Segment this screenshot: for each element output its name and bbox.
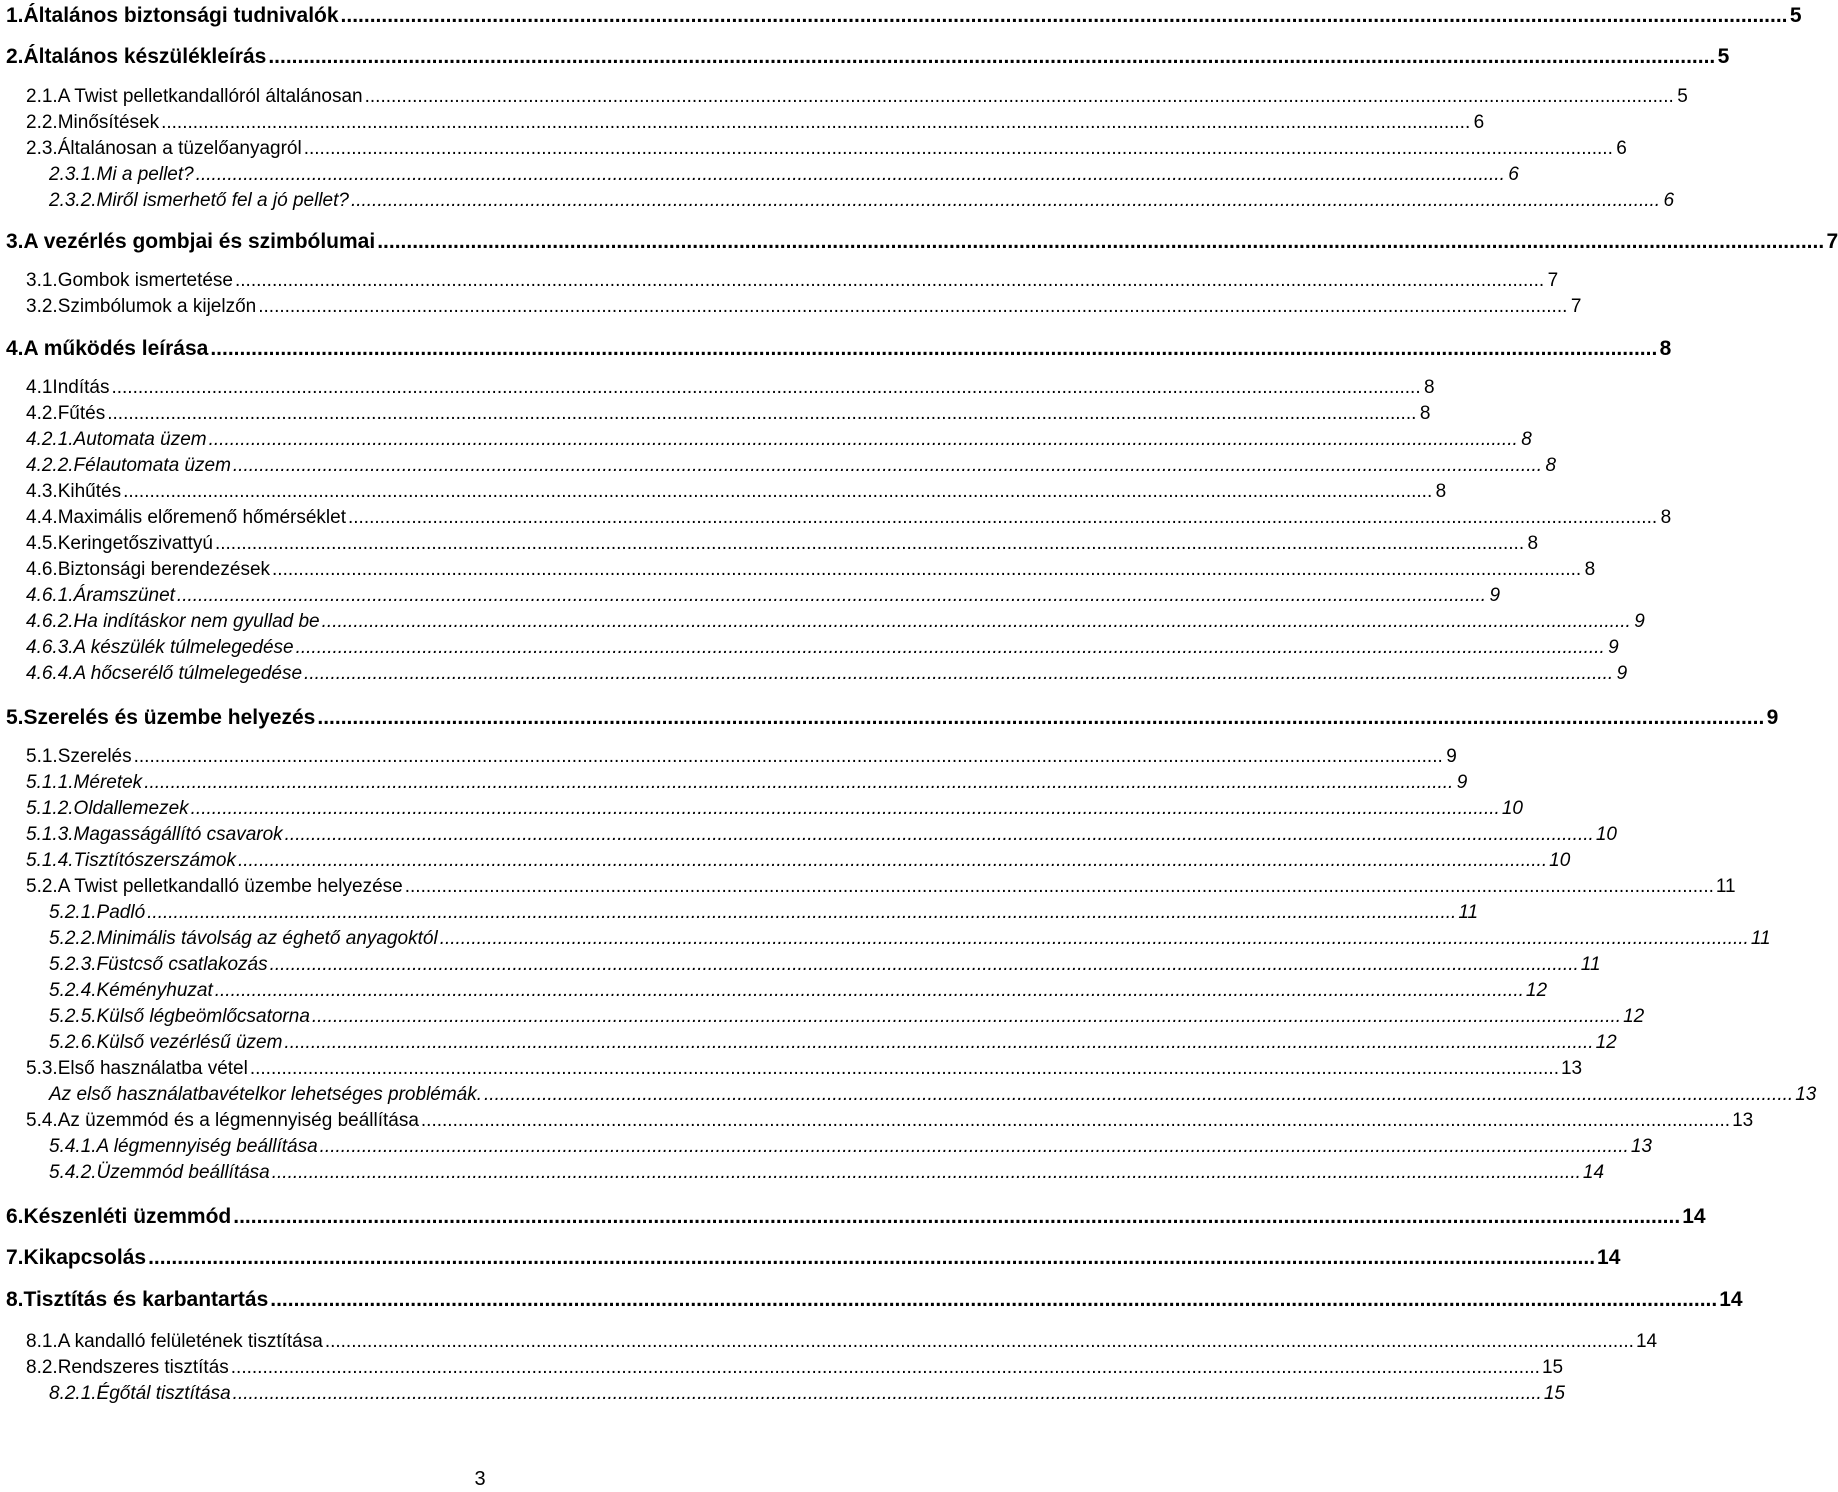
toc-entry-page: 14 (1597, 1246, 1621, 1269)
toc-entry-title: Ha indításkor nem gyullad be (73, 611, 320, 632)
toc-entry[interactable] (26, 112, 1485, 134)
toc-entry-page: 9 (1766, 706, 1779, 729)
dot-leader (268, 45, 1715, 69)
toc-entry[interactable] (26, 850, 1571, 872)
toc-entry-number: 8.1. (26, 1331, 58, 1352)
toc-entry[interactable] (49, 954, 1601, 976)
dot-leader (111, 377, 1420, 399)
toc-entry-title: Külső vezérlésű üzem (96, 1032, 283, 1053)
toc-entry[interactable] (26, 559, 1596, 581)
toc-entry-title: Minimális távolság az éghető anyagoktól (96, 928, 438, 949)
toc-entry-title: Égőtál tisztítása (96, 1383, 231, 1404)
dot-leader (317, 706, 1764, 730)
toc-entry-number: 8.2. (26, 1357, 58, 1378)
toc-entry-number: 8.2.1. (49, 1383, 97, 1404)
toc-entry-title: Kikapcsolás (23, 1246, 147, 1269)
toc-entry-number: 5.4. (26, 1110, 58, 1131)
toc-entry-number: 5.1.3. (26, 824, 74, 845)
toc-entry-title: A Twist pelletkandallóról általánosan (57, 86, 363, 107)
toc-entry-page: 8 (1424, 377, 1435, 398)
dot-leader (177, 585, 1486, 607)
toc-entry[interactable] (26, 296, 1582, 318)
toc-entry-number: 5.2.6. (49, 1032, 97, 1053)
dot-leader (123, 481, 1432, 503)
toc-entry-title: Első használatba vétel (57, 1058, 248, 1079)
dot-leader (231, 1357, 1540, 1379)
toc-entry-number: 4.3. (26, 481, 58, 502)
dot-leader (348, 507, 1657, 529)
toc-entry-title: Áramszünet (73, 585, 175, 606)
toc-entry-page: 10 (1595, 824, 1617, 845)
toc-entry-number: 2.1. (26, 86, 58, 107)
toc-entry[interactable] (49, 164, 1519, 186)
toc-entry-page: 7 (1547, 270, 1559, 291)
toc-entry-number: 5.1. (26, 746, 58, 767)
toc-entry-number: 5.2.2. (49, 928, 97, 949)
toc-entry[interactable] (49, 1084, 1817, 1106)
toc-entry-number: 4.6.2. (26, 611, 74, 632)
dot-leader (405, 876, 1714, 898)
toc-entry[interactable] (26, 455, 1557, 477)
toc-entry-number: 4.2. (26, 403, 58, 424)
toc-entry-title: Miről ismerhető fel a jó pellet? (96, 190, 349, 211)
dot-leader (270, 1288, 1717, 1312)
dot-leader (134, 746, 1443, 768)
dot-leader (272, 559, 1581, 581)
toc-entry-title: Maximális előremenő hőmérséklet (57, 507, 346, 528)
toc-entry-title: A légmennyiség beállítása (96, 1136, 318, 1157)
toc-entry-number: 1. (6, 4, 24, 27)
toc-entry-page: 5 (1677, 86, 1688, 107)
toc-entry-page: 14 (1719, 1288, 1743, 1311)
dot-leader (147, 902, 1456, 924)
toc-entry-title: A hőcserélő túlmelegedése (73, 663, 303, 684)
toc-entry-title: Füstcső csatlakozás (96, 954, 268, 975)
toc-entry-page: 9 (1446, 746, 1457, 767)
toc-entry-title: Magasságállító csavarok (73, 824, 283, 845)
toc-entry-page: 12 (1595, 1032, 1617, 1053)
toc-entry-title: Tisztítószerszámok (73, 850, 236, 871)
toc-entry[interactable] (26, 824, 1617, 846)
toc-entry-page: 6 (1473, 112, 1485, 133)
page-number: 3 (474, 1468, 486, 1490)
dot-leader (285, 824, 1594, 846)
dot-leader (238, 850, 1547, 872)
toc-entry-title: Rendszeres tisztítás (57, 1357, 229, 1378)
dot-leader (258, 296, 1567, 318)
toc-entry-title: Gombok ismertetése (57, 270, 233, 291)
toc-entry-page: 9 (1456, 772, 1468, 793)
dot-leader (235, 270, 1544, 292)
dot-leader (233, 455, 1542, 477)
toc-entry-title: A készülék túlmelegedése (73, 637, 294, 658)
dot-leader (215, 533, 1524, 555)
toc-entry-number: 3. (6, 230, 24, 253)
toc-entry-page: 9 (1634, 611, 1645, 632)
toc-entry[interactable] (49, 1383, 1565, 1405)
toc-entry[interactable] (6, 706, 1779, 730)
toc-entry-page: 8 (1660, 507, 1672, 528)
dot-leader (320, 1136, 1629, 1158)
dot-leader (284, 1032, 1593, 1054)
toc-entry-page: 14 (1582, 1162, 1605, 1183)
toc-entry-page: 5 (1789, 4, 1802, 27)
toc-entry[interactable] (49, 1006, 1645, 1028)
toc-entry[interactable] (26, 86, 1688, 108)
dot-leader (196, 164, 1505, 186)
toc-entry-page: 8 (1527, 533, 1539, 554)
dot-leader (351, 190, 1660, 212)
toc-entry-number: 5.3. (26, 1058, 58, 1079)
dot-leader (250, 1058, 1559, 1080)
toc-entry-page: 6 (1663, 190, 1675, 211)
toc-entry[interactable] (6, 230, 1838, 254)
toc-entry[interactable] (49, 1032, 1617, 1054)
toc-entry-title: Üzemmód beállítása (96, 1162, 270, 1183)
toc-entry-page: 15 (1543, 1383, 1565, 1404)
toc-entry-page: 13 (1560, 1058, 1583, 1079)
toc-entry-number: 5.4.1. (49, 1136, 97, 1157)
toc-entry[interactable] (49, 902, 1479, 924)
toc-entry[interactable] (26, 663, 1628, 685)
toc-entry-number: 5.1.4. (26, 850, 74, 871)
toc-entry-title: Oldallemezek (73, 798, 189, 819)
toc-entry-page: 12 (1623, 1006, 1645, 1027)
toc-entry-title: Automata üzem (73, 429, 207, 450)
toc-entry[interactable] (6, 1288, 1743, 1312)
dot-leader (144, 772, 1453, 794)
toc-entry[interactable] (6, 337, 1672, 361)
dot-leader (233, 1383, 1542, 1405)
toc-entry[interactable] (26, 1331, 1658, 1353)
toc-entry-number: 5.2.4. (49, 980, 97, 1001)
toc-entry-title: Mi a pellet? (96, 164, 194, 185)
toc-entry[interactable] (26, 798, 1523, 820)
toc-entry-page: 13 (1732, 1110, 1754, 1131)
toc-entry-title: Általánosan a tüzelőanyagról (57, 138, 302, 159)
toc-entry-title: A működés leírása (23, 337, 209, 360)
toc-entry[interactable] (26, 377, 1435, 399)
toc-entry-page: 5 (1717, 45, 1730, 68)
toc-entry-page: 7 (1826, 230, 1838, 253)
toc-entry-number: 8. (6, 1288, 24, 1311)
toc-entry-title: Minősítések (57, 112, 160, 133)
toc-entry-number: 4.1 (26, 377, 53, 398)
toc-entry-page: 6 (1508, 164, 1519, 185)
toc-entry-number: 4.4. (26, 507, 58, 528)
dot-leader (341, 4, 1788, 28)
toc-entry-number: 4.6.3. (26, 637, 74, 658)
toc-entry[interactable] (49, 1162, 1605, 1184)
toc-entry-title: Félautomata üzem (73, 455, 231, 476)
toc-entry[interactable] (26, 1357, 1564, 1379)
toc-entry-page: 10 (1501, 798, 1523, 819)
toc-entry[interactable] (26, 138, 1627, 160)
toc-entry[interactable] (26, 611, 1645, 633)
dot-leader (421, 1110, 1730, 1132)
toc-entry[interactable] (6, 4, 1802, 28)
dot-leader (270, 954, 1579, 976)
toc-entry[interactable] (49, 928, 1771, 950)
toc-entry-number: 4.2.1. (26, 429, 74, 450)
dot-leader (148, 1246, 1595, 1270)
dot-leader (440, 928, 1749, 950)
toc-entry-number: 4.5. (26, 533, 58, 554)
dot-leader (304, 663, 1613, 685)
toc-entry-page: 9 (1616, 663, 1628, 684)
toc-entry[interactable] (6, 1205, 1706, 1229)
dot-leader (484, 1084, 1793, 1106)
toc-entry[interactable] (26, 876, 1736, 898)
toc-entry-number: 4.6.4. (26, 663, 74, 684)
toc-entry[interactable] (26, 746, 1457, 768)
toc-entry-page: 11 (1750, 928, 1771, 949)
toc-entry[interactable] (26, 429, 1532, 451)
toc-entry-number: 2. (6, 45, 24, 68)
toc-entry-page: 8 (1584, 559, 1596, 580)
toc-entry-title: Tisztítás és karbantartás (23, 1288, 269, 1311)
toc-entry-page: 7 (1570, 296, 1582, 317)
dot-leader (215, 980, 1524, 1002)
toc-entry-title: Általános készülékleírás (23, 45, 267, 68)
toc-entry-title: Keringetőszivattyú (57, 533, 213, 554)
toc-entry-title: Biztonsági berendezések (57, 559, 271, 580)
toc-entry-number: 4. (6, 337, 24, 360)
toc-entry[interactable] (26, 637, 1619, 659)
toc-entry[interactable] (26, 585, 1501, 607)
toc-entry-title: A vezérlés gombjai és szimbólumai (23, 230, 376, 253)
toc-entry-page: 11 (1580, 954, 1601, 975)
toc-entry[interactable] (26, 403, 1431, 425)
toc-entry-page: 9 (1489, 585, 1501, 606)
toc-entry-title: Az első használatbavételkor lehetséges problémák. (49, 1084, 483, 1105)
toc-entry-number: 5.2.5. (49, 1006, 97, 1027)
toc-entry-title: Szimbólumok a kijelzőn (57, 296, 257, 317)
toc-entry-page: 14 (1682, 1205, 1706, 1228)
toc-entry[interactable] (26, 772, 1468, 794)
toc-entry-number: 5.1.1. (26, 772, 74, 793)
toc-entry-page: 8 (1419, 403, 1431, 424)
toc-entry-title: Padló (96, 902, 146, 923)
toc-entry-title: Kéményhuzat (96, 980, 213, 1001)
dot-leader (272, 1162, 1581, 1184)
toc-entry[interactable] (26, 270, 1559, 292)
dot-leader (296, 637, 1605, 659)
toc-entry[interactable] (49, 1136, 1652, 1158)
toc-entry-page: 6 (1616, 138, 1627, 159)
toc-entry-page: 11 (1715, 876, 1736, 897)
toc-entry-number: 2.3.1. (49, 164, 97, 185)
toc-entry[interactable] (6, 45, 1730, 69)
toc-entry-page: 11 (1458, 902, 1479, 923)
toc-entry-number: 2.3.2. (49, 190, 97, 211)
dot-leader (377, 230, 1824, 254)
toc-entry-title: Készenléti üzemmód (23, 1205, 232, 1228)
toc-entry-page: 13 (1795, 1084, 1817, 1105)
toc-entry-title: Méretek (73, 772, 143, 793)
toc-entry-title: Indítás (52, 377, 110, 398)
toc-entry[interactable] (6, 1246, 1621, 1270)
toc-entry-title: Fűtés (57, 403, 106, 424)
dot-leader (365, 86, 1674, 108)
toc-entry-title: Kihűtés (57, 481, 122, 502)
toc-entry[interactable] (26, 1110, 1754, 1132)
toc-entry-number: 7. (6, 1246, 24, 1269)
toc-entry-number: 5.2.1. (49, 902, 97, 923)
toc-entry-page: 8 (1659, 337, 1672, 360)
toc-entry[interactable] (26, 481, 1447, 503)
toc-entry-page: 12 (1525, 980, 1548, 1001)
toc-entry-number: 2.2. (26, 112, 58, 133)
toc-entry-title: A kandalló felületének tisztítása (57, 1331, 323, 1352)
toc-entry[interactable] (26, 507, 1672, 529)
toc-entry-page: 15 (1541, 1357, 1564, 1378)
toc-entry[interactable] (49, 980, 1548, 1002)
toc-entry[interactable] (49, 190, 1675, 212)
toc-entry-number: 5.2.3. (49, 954, 97, 975)
dot-leader (325, 1331, 1634, 1353)
toc-entry-number: 4.6. (26, 559, 58, 580)
toc-entry-page: 14 (1635, 1331, 1658, 1352)
toc-entry-number: 5.2. (26, 876, 58, 897)
dot-leader (322, 611, 1631, 633)
toc-entry-title: Szerelés és üzembe helyezés (23, 706, 316, 729)
toc-entry-number: 3.2. (26, 296, 58, 317)
toc-entry-page: 8 (1521, 429, 1532, 450)
dot-leader (107, 403, 1416, 425)
toc-entry-title: Általános biztonsági tudnivalók (23, 4, 339, 27)
toc-entry-number: 4.2.2. (26, 455, 74, 476)
toc-entry[interactable] (26, 533, 1539, 555)
dot-leader (209, 429, 1518, 451)
toc-entry-number: 5. (6, 706, 24, 729)
toc-entry-number: 5.1.2. (26, 798, 74, 819)
toc-entry-title: A Twist pelletkandalló üzembe helyezése (57, 876, 403, 897)
toc-entry-title: Az üzemmód és a légmennyiség beállítása (57, 1110, 419, 1131)
toc-entry-number: 2.3. (26, 138, 58, 159)
toc-entry-number: 5.4.2. (49, 1162, 97, 1183)
dot-leader (233, 1205, 1680, 1229)
toc-entry-page: 8 (1545, 455, 1557, 476)
toc-entry-title: Külső légbeömlőcsatorna (96, 1006, 310, 1027)
toc-entry-number: 6. (6, 1205, 24, 1228)
dot-leader (312, 1006, 1621, 1028)
dot-leader (191, 798, 1500, 820)
toc-entry-page: 8 (1435, 481, 1447, 502)
dot-leader (161, 112, 1470, 134)
toc-entry[interactable] (26, 1058, 1583, 1080)
toc-entry-page: 9 (1608, 637, 1619, 658)
toc-entry-title: Szerelés (57, 746, 132, 767)
toc-entry-page: 10 (1549, 850, 1571, 871)
toc-entry-number: 3.1. (26, 270, 58, 291)
dot-leader (210, 337, 1657, 361)
toc-entry-page: 13 (1630, 1136, 1652, 1157)
toc-entry-number: 4.6.1. (26, 585, 74, 606)
dot-leader (304, 138, 1613, 160)
